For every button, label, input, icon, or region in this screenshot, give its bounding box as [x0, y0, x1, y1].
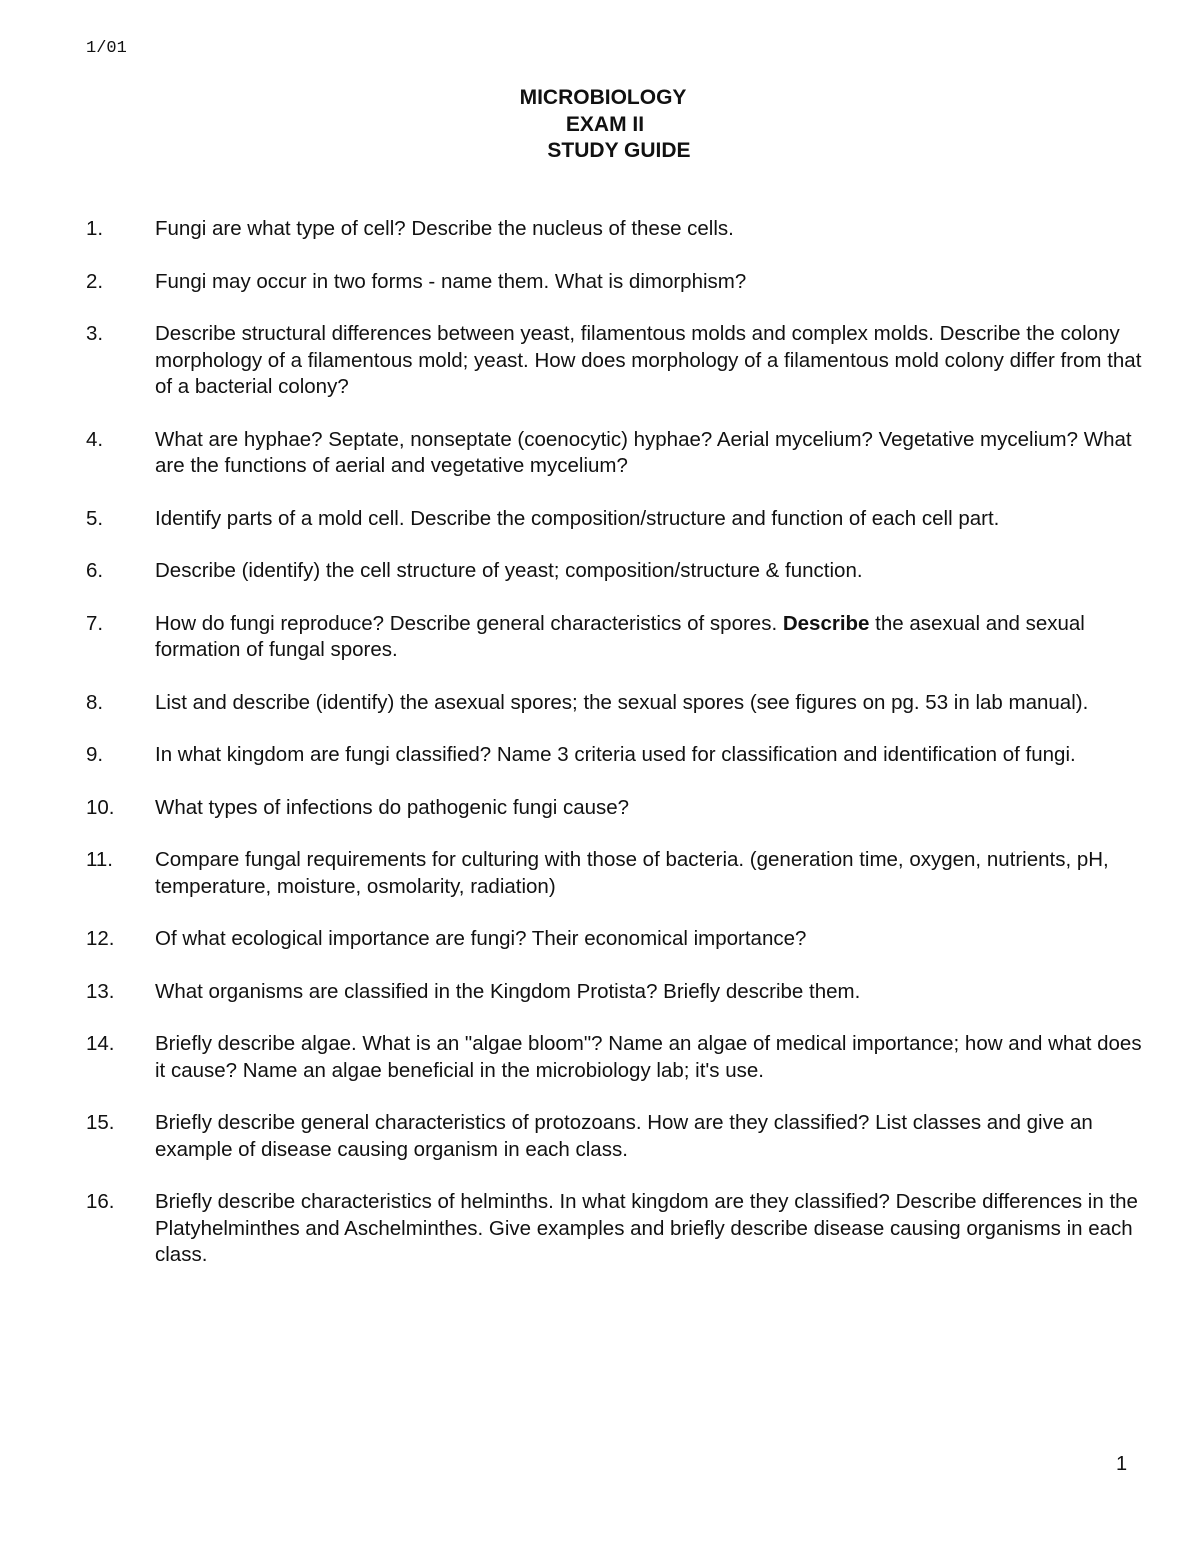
question-item-14	[86, 1031, 1146, 1084]
question-text	[155, 611, 1146, 664]
question-text: What are hyphae? Septate, nonseptate (coenocytic) hyphae? Aerial mycelium? Vegetative mycelium? What are the functions of aerial and vegetative mycelium?	[155, 427, 1132, 477]
title-study-guide: STUDY GUIDE	[547, 139, 691, 162]
question-number: 14.	[86, 1032, 115, 1055]
question-item-8	[86, 690, 1146, 717]
question-text: Of what ecological importance are fungi? Their economical importance?	[155, 927, 807, 950]
question-item-13	[86, 979, 1146, 1006]
question-text-part: the asexual and sexual formation of fungal spores.	[155, 611, 1085, 661]
question-text: Briefly describe general characteristics of protozoans. How are they classified? List classes and give an example of disease causing organism in each class.	[155, 1111, 1093, 1161]
page-number: 1	[1116, 1453, 1128, 1475]
question-text: Describe structural differences between yeast, filamentous molds and complex molds. Describe the colony morphology of a filamentous mold; yeast. How does morphology of a filamentous mold colony differ from that of a bacterial colony?	[155, 322, 1142, 398]
question-text: Fungi are what type of cell? Describe the nucleus of these cells.	[155, 217, 734, 240]
question-text: Describe (identify) the cell structure of yeast; composition/structure & function.	[155, 559, 863, 582]
question-number: 3.	[86, 322, 104, 345]
question-number: 5.	[86, 506, 104, 530]
question-text: Compare fungal requirements for culturing with those of bacteria. (generation time, oxygen, nutrients, pH, temperature, moisture, osmolarity, radiation)	[155, 848, 1109, 898]
question-number: 10.	[86, 795, 115, 819]
question-number: 15.	[86, 1111, 115, 1134]
question-number: 2.	[86, 269, 104, 293]
question-item-4	[86, 427, 1146, 480]
question-item-15	[86, 1110, 1146, 1163]
question-number: 9.	[86, 743, 104, 766]
question-item-1	[86, 216, 1146, 243]
question-number: 1.	[86, 217, 104, 240]
question-text: What types of infections do pathogenic fungi cause?	[155, 795, 630, 819]
question-text: In what kingdom are fungi classified? Name 3 criteria used for classification and identification of fungi.	[155, 743, 1076, 766]
question-item-11	[86, 847, 1146, 900]
date-stamp: 1/01	[86, 39, 127, 58]
question-item-16	[86, 1189, 1146, 1269]
question-text: Identify parts of a mold cell. Describe the composition/structure and function of each cell part.	[155, 506, 1000, 530]
document-title	[0, 85, 1200, 165]
question-item-12	[86, 926, 1146, 953]
question-text-part: How do fungi reproduce? Describe general characteristics of spores.	[155, 611, 783, 635]
question-item-7	[86, 611, 1146, 664]
title-exam: EXAM II	[565, 112, 645, 136]
question-item-3	[86, 321, 1146, 401]
question-text: Fungi may occur in two forms - name them. What is dimorphism?	[155, 269, 747, 293]
question-number: 16.	[86, 1190, 115, 1213]
question-item-9	[86, 742, 1146, 769]
question-number: 6.	[86, 559, 104, 582]
question-number: 13.	[86, 979, 115, 1003]
question-number: 8.	[86, 690, 104, 714]
title-course: MICROBIOLOGY	[519, 86, 687, 109]
question-item-5	[86, 506, 1146, 533]
question-list	[86, 216, 1146, 1295]
question-number: 7.	[86, 611, 104, 635]
question-number: 11.	[86, 848, 113, 871]
question-text: List and describe (identify) the asexual spores; the sexual spores (see figures on pg. 53 in lab manual).	[155, 690, 1089, 714]
question-text: Briefly describe algae. What is an "algae bloom"? Name an algae of medical importance; how and what does it cause? Name an algae beneficial in the microbiology lab; it's use.	[155, 1032, 1142, 1082]
question-text-bold: Describe	[782, 611, 870, 635]
question-number: 4.	[86, 427, 104, 451]
question-number: 12.	[86, 927, 115, 950]
question-item-6	[86, 558, 1146, 585]
question-text: What organisms are classified in the Kingdom Protista? Briefly describe them.	[155, 979, 861, 1003]
question-item-10	[86, 795, 1146, 822]
question-text: Briefly describe characteristics of helminths. In what kingdom are they classified? Describe differences in the Platyhelminthes and Aschelminthes. Give examples and briefly describe disease causing organisms in each class.	[155, 1190, 1138, 1266]
question-item-2	[86, 269, 1146, 296]
